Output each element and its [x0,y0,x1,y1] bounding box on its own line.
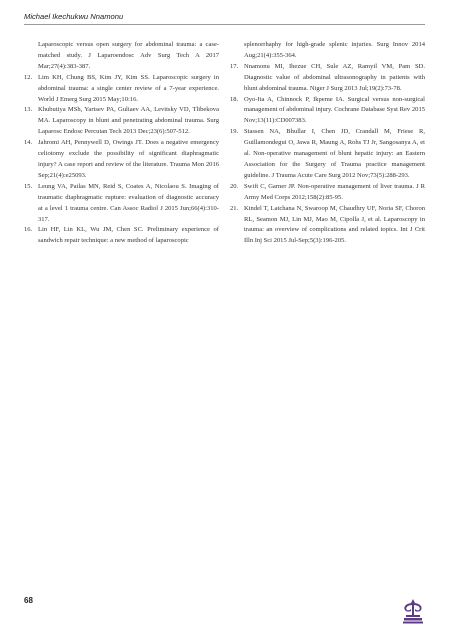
reference-item [230,62,425,95]
reference-item [230,40,425,62]
reference-item [230,95,425,128]
reference-text: Khubutiya MSh, Yartsev PA, Guliaev AA, Levitsky VD, Tlibekova MA. Laparoscopy in blunt and penetrating abdominal trauma. Surg Laparosc Endosc Percutan Tech 2013 Dec;23(6):507-512. [38,106,219,136]
running-header [24,12,425,25]
reference-column-right [230,40,425,247]
reference-text: Lin HF, Lin KL, Wu JM, Chen SC. Preliminary experience of sandwich repair technique: a new method of laparoscopic [38,226,219,245]
reference-number: 16. [24,226,33,234]
reference-item [230,182,425,204]
reference-text: Kindel T, Latchana N, Swaroop M, Chaudhry UF, Noria SF, Choron RL, Seamon MJ, Lin MJ, Mao M, Cipolla J, et al. Laparoscopy in trauma: an overview of complications and related topics. Int J Crit Illn Inj Sci 2015 Jul-Sep;5(3):196-205. [244,204,425,245]
reference-number: 21. [230,204,239,212]
reference-number: 12. [24,73,33,81]
reference-number: 17. [230,62,239,70]
reference-item [24,105,219,138]
reference-item [230,127,425,182]
reference-number: 13. [24,106,33,114]
reference-item [24,225,219,247]
reference-number: 15. [24,182,33,190]
reference-item [24,40,219,73]
reference-item [24,138,219,182]
reference-number: 14. [24,139,33,147]
reference-number: 20. [230,182,239,190]
page-number: 68 [24,596,33,605]
publisher-logo-icon [401,598,425,624]
author-name: Michael Ikechukwu Nnamonu [24,12,124,21]
reference-text: Laparoscopic versus open surgery for abdominal trauma: a case-matched study. J Laparoendosc Adv Surg Tech A 2017 Mar;27(4):383-387. [38,41,219,70]
reference-text: Swift C, Garner JP. Non-operative management of liver trauma. J R Army Med Corps 2012;158(2):85-95. [244,182,425,201]
reference-text: Oyo-Ita A, Chinnock P, Ikpeme IA. Surgical versus non-surgical management of abdominal injury. Cochrane Database Syst Rev 2015 Nov;13(11):CD007383. [244,95,425,125]
reference-column-left [24,40,219,247]
reference-text: splenorrhaphy for high-grade splenic injuries. Surg Innov 2014 Aug;21(4):355-364. [244,41,425,59]
reference-number: 19. [230,128,239,136]
reference-item [24,73,219,106]
reference-item [24,182,219,226]
reference-text: Jahromi AH, Pennywell D, Owings JT. Does a negative emergency celiotomy exclude the possibility of significant diaphragmatic injury? A case report and review of the literature. Trauma Mon 2016 Sep;21(4):e25093. [38,139,219,179]
reference-text: Nnamonu MI, Ihezue CH, Sule AZ, Ramyil VM, Pam SD. Diagnostic value of abdominal ultrasonography in patients with blunt abdominal trauma. Niger J Surg 2013 Jul;19(2):73-78. [244,62,425,92]
reference-text: Leung VA, Patlas MN, Reid S, Coates A, Nicolaou S. Imaging of traumatic diaphragmatic rupture: evaluation of diagnostic accuracy at a level 1 trauma centre. Can Assoc Radiol J 2015 Jun;66(4):310-317. [38,182,219,223]
reference-text: Stassen NA, Bhullar I, Chen JD, Crandall M, Friese R, Guillamondegui O, Jawa R, Maung A, Rohs TJ Jr, Sangosanya A, et al. Non-operative management of blunt hepatic injury: an Eastern Association for the Surgery of Trauma practice management guideline. J Trauma Acute Care Surg 2012 Nov;73(5):288-293. [244,128,425,179]
reference-text: Lim KH, Chung BS, Kim JY, Kim SS. Laparoscopic surgery in abdominal trauma: a single center review of a 7-year experience. World J Emerg Surg 2015 May;10:16. [38,73,219,103]
header-rule [24,24,425,25]
reference-item [230,204,425,248]
reference-number: 18. [230,95,239,103]
